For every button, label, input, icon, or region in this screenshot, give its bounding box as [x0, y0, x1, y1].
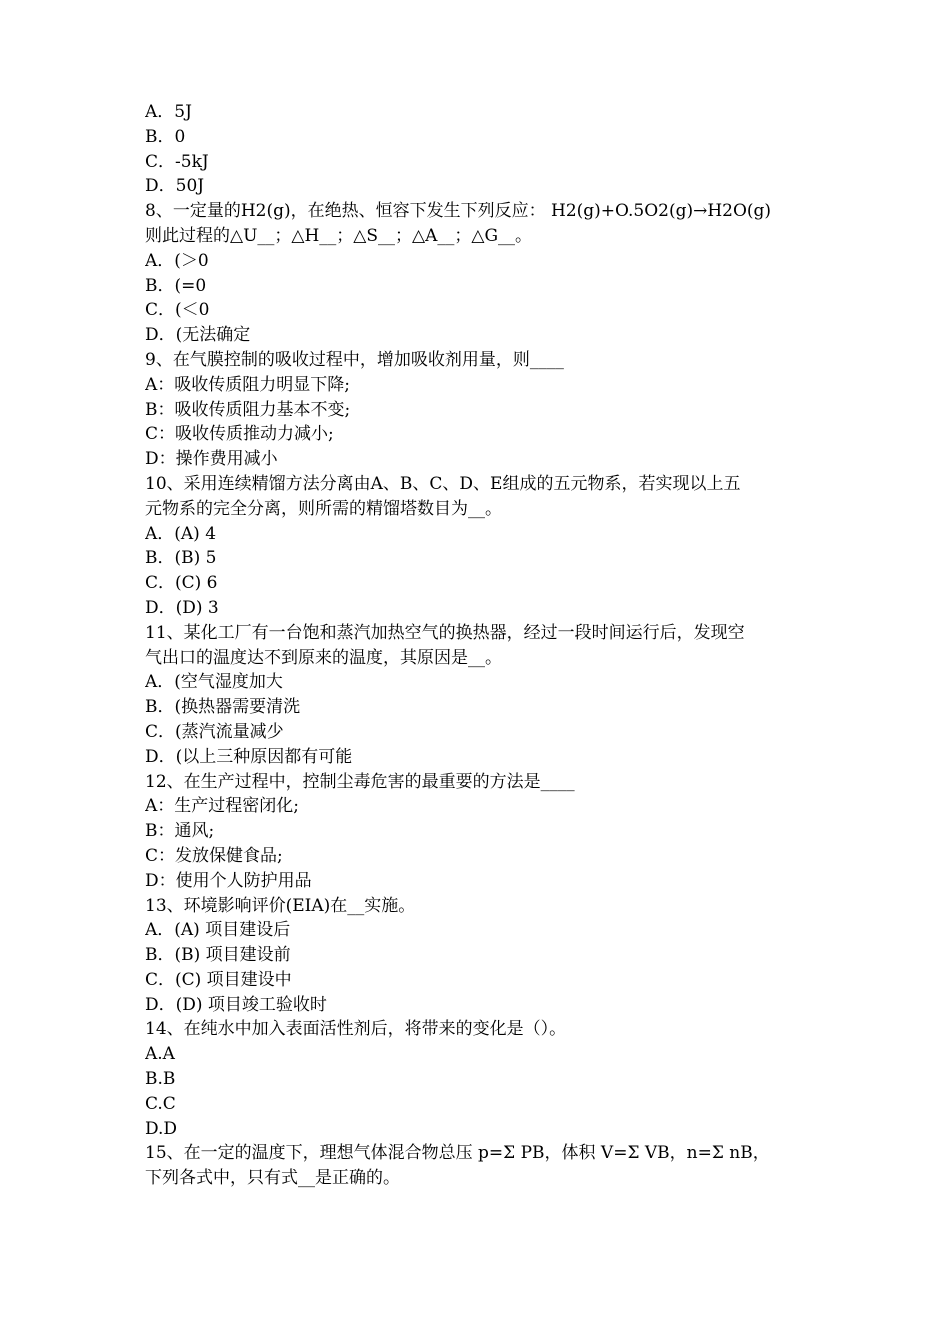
- question-11-line-2: 气出口的温度达不到原来的温度，其原因是__。: [145, 647, 502, 668]
- option-d-q7: D．50J: [145, 176, 205, 197]
- document-page: [145, 100, 810, 1191]
- question-13: 13、环境影响评价(EIA)在__实施。: [145, 895, 416, 916]
- option-c-q13: C．(C) 项目建设中: [145, 969, 292, 990]
- option-b-q7: B．0: [145, 126, 186, 147]
- option-a-q14: A.A: [145, 1044, 175, 1065]
- question-15-line-1: 15、在一定的温度下，理想气体混合物总压 p=Σ PB，体积 V=Σ VB，n=Σ nB，: [145, 1143, 770, 1164]
- option-c-q12: C：发放保健食品;: [145, 845, 283, 866]
- option-b-q14: B.B: [145, 1069, 176, 1090]
- option-a-q11: A．(空气湿度加大: [145, 672, 283, 693]
- option-b-q10: B．(B) 5: [145, 548, 217, 569]
- option-a-q10: A．(A) 4: [145, 523, 217, 544]
- option-d-q12: D：使用个人防护用品: [145, 870, 312, 891]
- option-b-q11: B．(换热器需要清洗: [145, 697, 301, 718]
- option-b-q8: B．(=0: [145, 275, 207, 296]
- option-b-q13: B．(B) 项目建设前: [145, 945, 291, 966]
- option-a-q12: A：生产过程密闭化;: [145, 796, 300, 817]
- option-c-q9: C：吸收传质推动力减小;: [145, 424, 334, 445]
- question-10-line-2: 元物系的完全分离，则所需的精馏塔数目为__。: [145, 498, 502, 519]
- option-c-q7: C．-5kJ: [145, 151, 209, 172]
- question-12: 12、在生产过程中，控制尘毒危害的最重要的方法是____: [145, 771, 575, 792]
- option-a-q8: A．(＞0: [145, 250, 209, 271]
- question-15-line-2: 下列各式中，只有式__是正确的。: [145, 1168, 400, 1189]
- option-d-q13: D．(D) 项目竣工验收时: [145, 994, 327, 1015]
- option-d-q14: D.D: [145, 1118, 178, 1139]
- question-11-line-1: 11、某化工厂有一台饱和蒸汽加热空气的换热器，经过一段时间运行后，发现空: [145, 622, 745, 643]
- option-d-q11: D．(以上三种原因都有可能: [145, 746, 353, 767]
- option-b-q12: B：通风;: [145, 821, 215, 842]
- option-b-q9: B：吸收传质阻力基本不变;: [145, 399, 351, 420]
- option-a-q13: A．(A) 项目建设后: [145, 920, 291, 941]
- question-10-line-1: 10、采用连续精馏方法分离由A、B、C、D、E组成的五元物系，若实现以上五: [145, 473, 741, 494]
- question-8-line-1: 8、一定量的H2(g)，在绝热、恒容下发生下列反应： H2(g)+O.5O2(g)→H2O(g): [145, 201, 772, 222]
- option-a-q7: A．5J: [145, 102, 192, 122]
- option-d-q9: D：操作费用减小: [145, 449, 278, 470]
- option-c-q8: C．(＜0: [145, 300, 210, 321]
- option-a-q9: A：吸收传质阻力明显下降;: [145, 374, 351, 395]
- option-c-q14: C.C: [145, 1093, 176, 1114]
- option-d-q10: D．(D) 3: [145, 597, 219, 618]
- option-c-q11: C．(蒸汽流量减少: [145, 721, 284, 742]
- option-c-q10: C．(C) 6: [145, 573, 218, 594]
- question-14: 14、在纯水中加入表面活性剂后，将带来的变化是（）。: [145, 1019, 567, 1040]
- option-d-q8: D．(无法确定: [145, 325, 251, 346]
- question-9: 9、在气膜控制的吸收过程中，增加吸收剂用量，则____: [145, 349, 564, 370]
- question-8-line-2: 则此过程的△U__；△H__；△S__；△A__；△G__。: [145, 225, 533, 246]
